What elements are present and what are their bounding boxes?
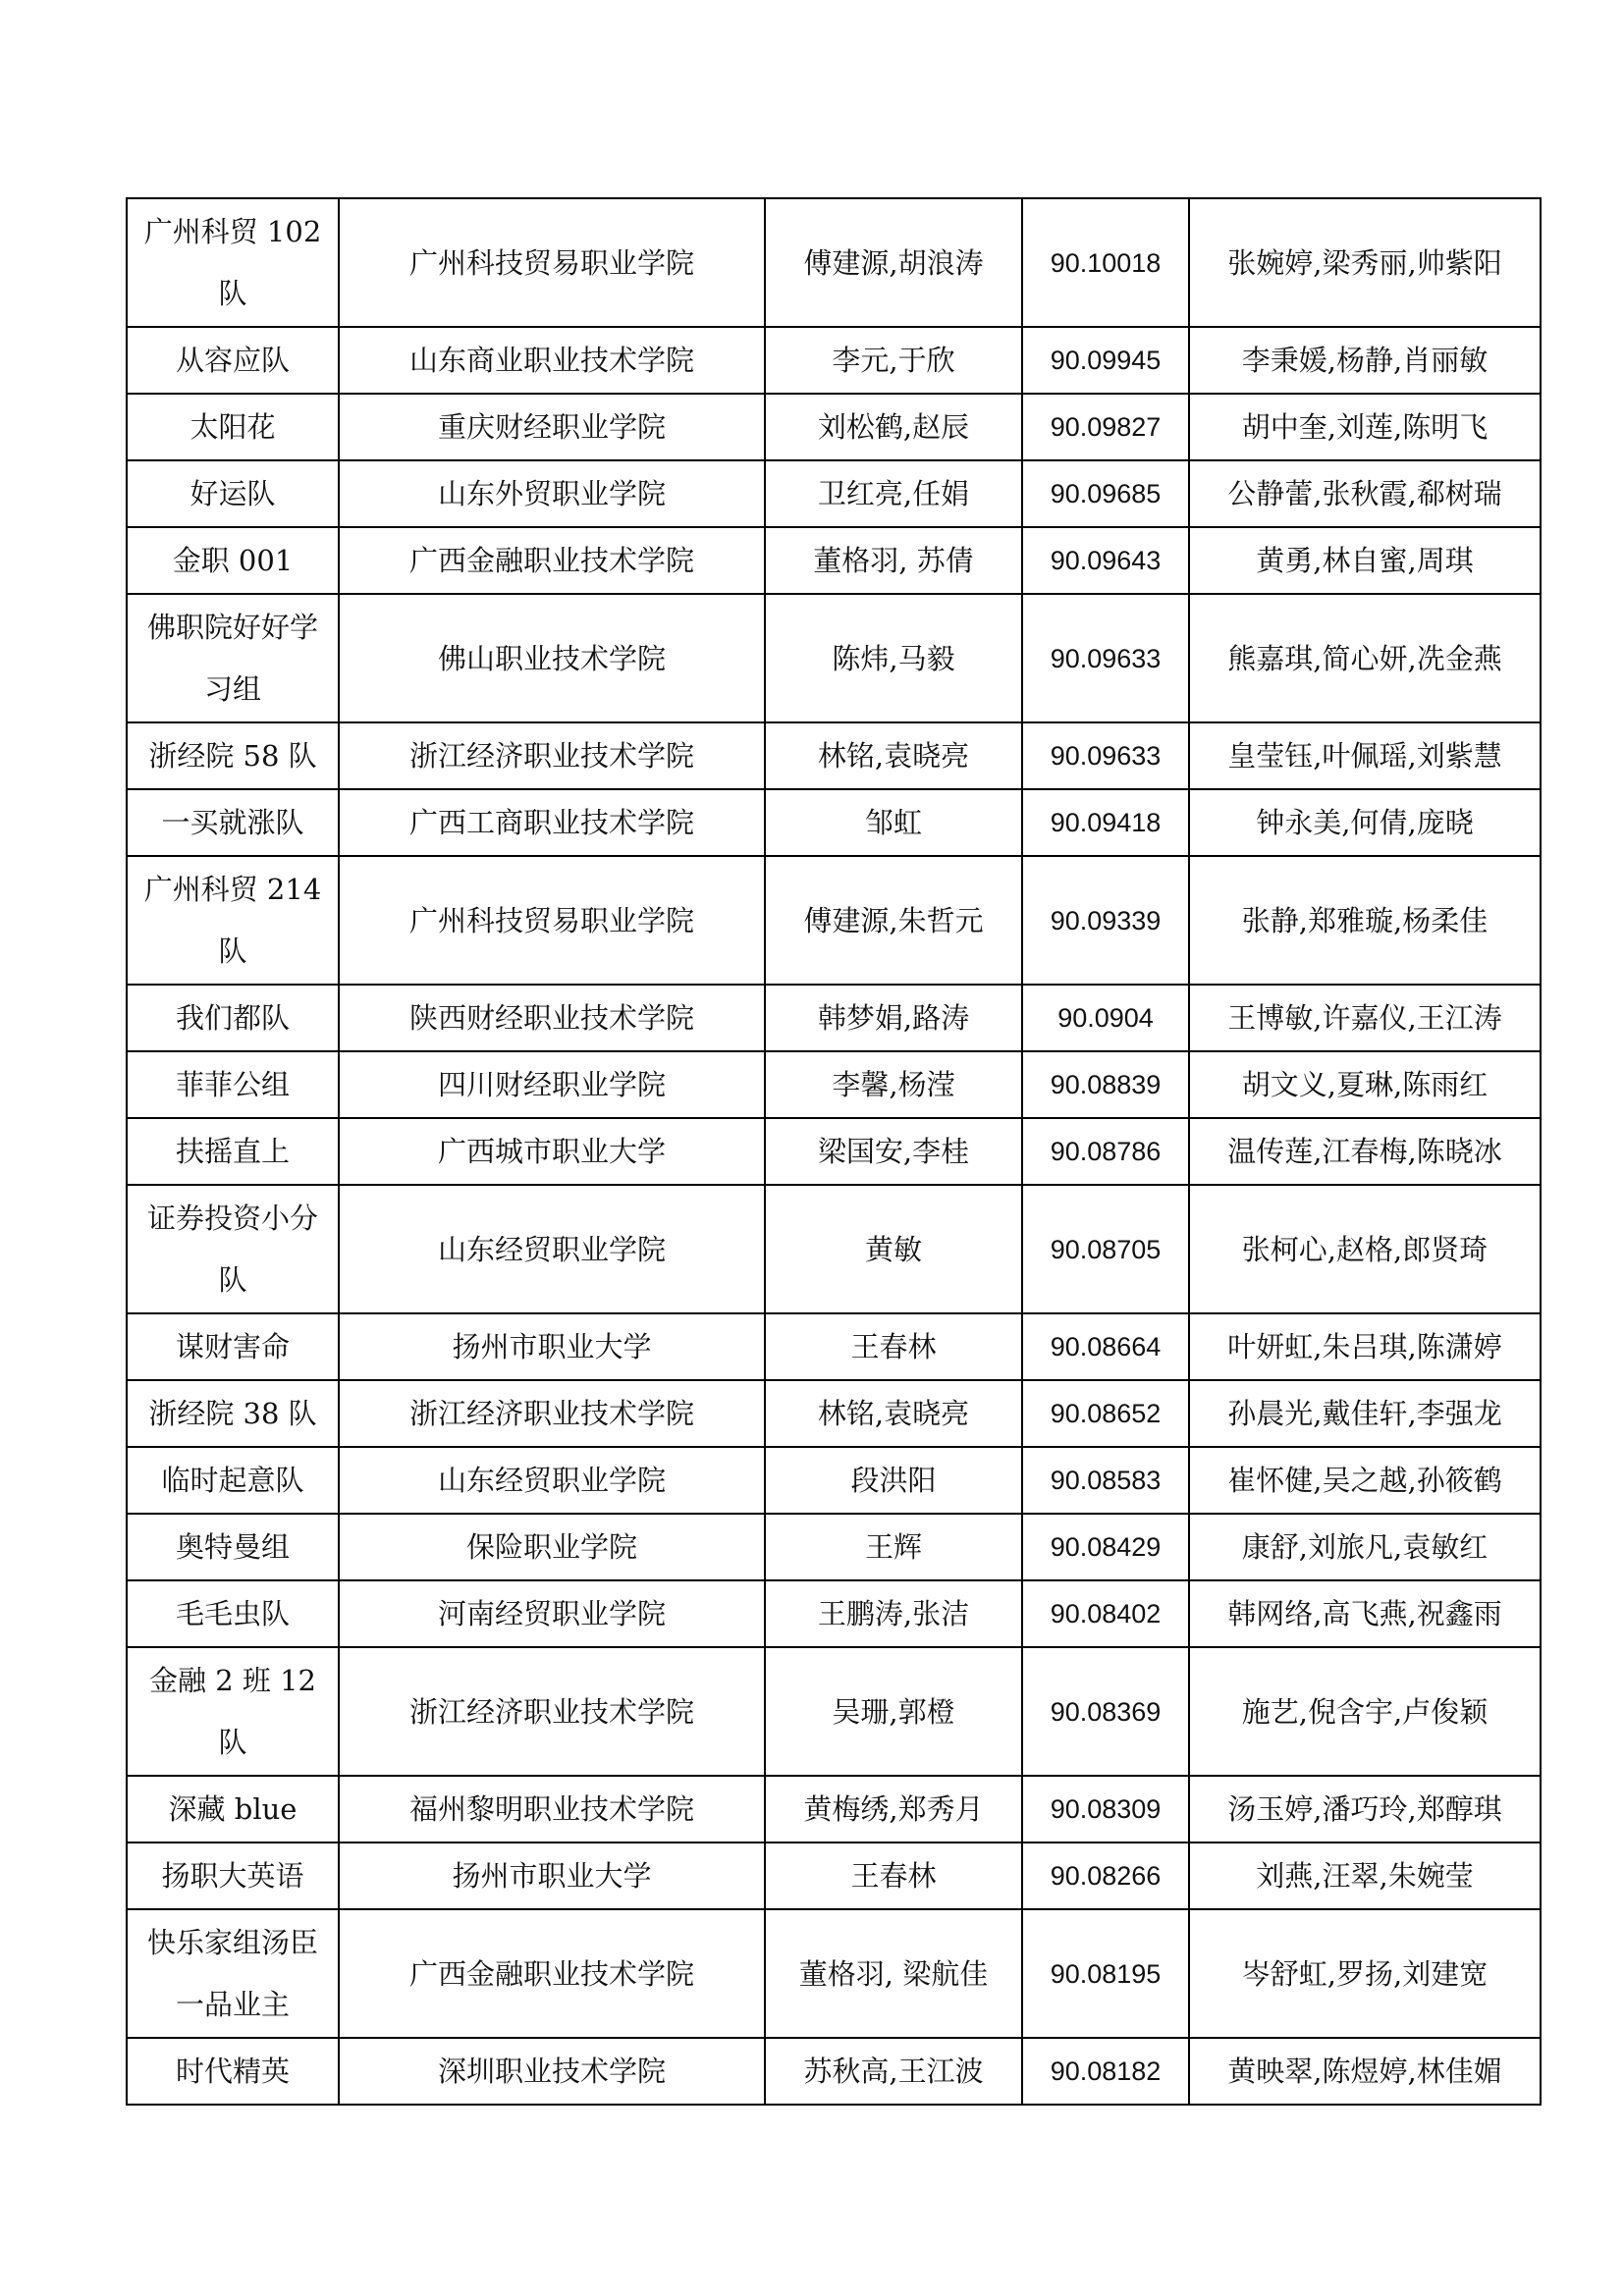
table-row — [127, 394, 1541, 460]
team-name-cell: 好运队 — [127, 460, 339, 527]
advisor-cell: 苏秋高,王江波 — [765, 2038, 1022, 2105]
table-row — [127, 2038, 1541, 2105]
advisor-cell: 林铭,袁晓亮 — [765, 1380, 1022, 1447]
school-cell: 广西工商职业技术学院 — [339, 789, 765, 856]
score-cell: 90.08664 — [1022, 1313, 1189, 1380]
members-cell: 温传莲,江春梅,陈晓冰 — [1189, 1118, 1541, 1185]
score-cell: 90.09643 — [1022, 527, 1189, 594]
team-name-cell: 临时起意队 — [127, 1447, 339, 1514]
school-cell: 广州科技贸易职业学院 — [339, 856, 765, 985]
school-cell: 山东经贸职业学院 — [339, 1185, 765, 1313]
advisor-cell: 王春林 — [765, 1842, 1022, 1909]
school-cell: 四川财经职业学院 — [339, 1051, 765, 1118]
team-name-cell: 时代精英 — [127, 2038, 339, 2105]
advisor-cell: 王春林 — [765, 1313, 1022, 1380]
score-cell: 90.08195 — [1022, 1909, 1189, 2038]
table-row — [127, 1051, 1541, 1118]
score-cell: 90.0904 — [1022, 985, 1189, 1051]
table-row — [127, 527, 1541, 594]
table-row — [127, 198, 1541, 327]
advisor-cell: 王辉 — [765, 1514, 1022, 1580]
advisor-cell: 黄敏 — [765, 1185, 1022, 1313]
table-row — [127, 1514, 1541, 1580]
school-cell: 扬州市职业大学 — [339, 1842, 765, 1909]
table-row — [127, 460, 1541, 527]
members-cell: 崔怀健,吴之越,孙筱鹤 — [1189, 1447, 1541, 1514]
team-name-cell: 佛职院好好学习组 — [127, 594, 339, 722]
advisor-cell: 卫红亮,任娟 — [765, 460, 1022, 527]
advisor-cell: 梁国安,李桂 — [765, 1118, 1022, 1185]
team-name-cell: 菲菲公组 — [127, 1051, 339, 1118]
school-cell: 广西金融职业技术学院 — [339, 1909, 765, 2038]
school-cell: 扬州市职业大学 — [339, 1313, 765, 1380]
score-cell: 90.09827 — [1022, 394, 1189, 460]
members-cell: 公静蕾,张秋霞,郗树瑞 — [1189, 460, 1541, 527]
school-cell: 河南经贸职业学院 — [339, 1580, 765, 1647]
advisor-cell: 傅建源,胡浪涛 — [765, 198, 1022, 327]
table-row — [127, 789, 1541, 856]
advisor-cell: 林铭,袁晓亮 — [765, 722, 1022, 789]
table-row — [127, 985, 1541, 1051]
team-name-cell: 奥特曼组 — [127, 1514, 339, 1580]
team-name-cell: 毛毛虫队 — [127, 1580, 339, 1647]
school-cell: 保险职业学院 — [339, 1514, 765, 1580]
team-name-cell: 广州科贸 214 队 — [127, 856, 339, 985]
school-cell: 浙江经济职业技术学院 — [339, 722, 765, 789]
advisor-cell: 傅建源,朱哲元 — [765, 856, 1022, 985]
score-cell: 90.09339 — [1022, 856, 1189, 985]
advisor-cell: 董格羽, 苏倩 — [765, 527, 1022, 594]
score-cell: 90.10018 — [1022, 198, 1189, 327]
school-cell: 浙江经济职业技术学院 — [339, 1380, 765, 1447]
members-cell: 岑舒虹,罗扬,刘建宽 — [1189, 1909, 1541, 2038]
team-name-cell: 金融 2 班 12 队 — [127, 1647, 339, 1776]
team-name-cell: 我们都队 — [127, 985, 339, 1051]
table-row — [127, 1647, 1541, 1776]
members-cell: 叶妍虹,朱吕琪,陈潇婷 — [1189, 1313, 1541, 1380]
score-cell: 90.08839 — [1022, 1051, 1189, 1118]
school-cell: 山东商业职业技术学院 — [339, 327, 765, 394]
team-name-cell: 浙经院 58 队 — [127, 722, 339, 789]
school-cell: 佛山职业技术学院 — [339, 594, 765, 722]
members-cell: 施艺,倪含宇,卢俊颖 — [1189, 1647, 1541, 1776]
results-table — [126, 197, 1542, 2106]
score-cell: 90.08429 — [1022, 1514, 1189, 1580]
members-cell: 张静,郑雅璇,杨柔佳 — [1189, 856, 1541, 985]
school-cell: 山东经贸职业学院 — [339, 1447, 765, 1514]
score-cell: 90.08583 — [1022, 1447, 1189, 1514]
advisor-cell: 陈炜,马毅 — [765, 594, 1022, 722]
table-row — [127, 1909, 1541, 2038]
table-row — [127, 1580, 1541, 1647]
table-row — [127, 1313, 1541, 1380]
members-cell: 黄映翠,陈煜婷,林佳媚 — [1189, 2038, 1541, 2105]
advisor-cell: 王鹏涛,张洁 — [765, 1580, 1022, 1647]
members-cell: 胡中奎,刘莲,陈明飞 — [1189, 394, 1541, 460]
school-cell: 广州科技贸易职业学院 — [339, 198, 765, 327]
table-row — [127, 327, 1541, 394]
school-cell: 重庆财经职业学院 — [339, 394, 765, 460]
score-cell: 90.08705 — [1022, 1185, 1189, 1313]
advisor-cell: 韩梦娟,路涛 — [765, 985, 1022, 1051]
members-cell: 康舒,刘旅凡,袁敏红 — [1189, 1514, 1541, 1580]
members-cell: 刘燕,汪翠,朱婉莹 — [1189, 1842, 1541, 1909]
team-name-cell: 浙经院 38 队 — [127, 1380, 339, 1447]
results-table-body — [127, 198, 1541, 2105]
members-cell: 汤玉婷,潘巧玲,郑醇琪 — [1189, 1776, 1541, 1842]
advisor-cell: 黄梅绣,郑秀月 — [765, 1776, 1022, 1842]
school-cell: 陕西财经职业技术学院 — [339, 985, 765, 1051]
score-cell: 90.09418 — [1022, 789, 1189, 856]
school-cell: 广西城市职业大学 — [339, 1118, 765, 1185]
advisor-cell: 刘松鹤,赵辰 — [765, 394, 1022, 460]
score-cell: 90.08309 — [1022, 1776, 1189, 1842]
score-cell: 90.08652 — [1022, 1380, 1189, 1447]
members-cell: 皇莹钰,叶佩瑶,刘紫慧 — [1189, 722, 1541, 789]
table-row — [127, 1447, 1541, 1514]
members-cell: 熊嘉琪,简心妍,冼金燕 — [1189, 594, 1541, 722]
score-cell: 90.09945 — [1022, 327, 1189, 394]
school-cell: 广西金融职业技术学院 — [339, 527, 765, 594]
members-cell: 韩网络,高飞燕,祝鑫雨 — [1189, 1580, 1541, 1647]
score-cell: 90.08786 — [1022, 1118, 1189, 1185]
table-row — [127, 1776, 1541, 1842]
table-row — [127, 1380, 1541, 1447]
score-cell: 90.09633 — [1022, 594, 1189, 722]
school-cell: 福州黎明职业技术学院 — [339, 1776, 765, 1842]
school-cell: 浙江经济职业技术学院 — [339, 1647, 765, 1776]
score-cell: 90.08402 — [1022, 1580, 1189, 1647]
team-name-cell: 从容应队 — [127, 327, 339, 394]
advisor-cell: 段洪阳 — [765, 1447, 1022, 1514]
team-name-cell: 金职 001 — [127, 527, 339, 594]
members-cell: 钟永美,何倩,庞晓 — [1189, 789, 1541, 856]
score-cell: 90.08182 — [1022, 2038, 1189, 2105]
score-cell: 90.08266 — [1022, 1842, 1189, 1909]
members-cell: 王博敏,许嘉仪,王江涛 — [1189, 985, 1541, 1051]
members-cell: 黄勇,林自蜜,周琪 — [1189, 527, 1541, 594]
table-row — [127, 722, 1541, 789]
advisor-cell: 董格羽, 梁航佳 — [765, 1909, 1022, 2038]
table-row — [127, 856, 1541, 985]
team-name-cell: 快乐家组汤臣一品业主 — [127, 1909, 339, 2038]
school-cell: 深圳职业技术学院 — [339, 2038, 765, 2105]
advisor-cell: 李馨,杨滢 — [765, 1051, 1022, 1118]
table-row — [127, 594, 1541, 722]
team-name-cell: 扶摇直上 — [127, 1118, 339, 1185]
score-cell: 90.08369 — [1022, 1647, 1189, 1776]
members-cell: 李秉媛,杨静,肖丽敏 — [1189, 327, 1541, 394]
team-name-cell: 证券投资小分队 — [127, 1185, 339, 1313]
team-name-cell: 深藏 blue — [127, 1776, 339, 1842]
advisor-cell: 吴珊,郭橙 — [765, 1647, 1022, 1776]
table-row — [127, 1118, 1541, 1185]
team-name-cell: 广州科贸 102 队 — [127, 198, 339, 327]
table-row — [127, 1842, 1541, 1909]
table-row — [127, 1185, 1541, 1313]
advisor-cell: 李元,于欣 — [765, 327, 1022, 394]
team-name-cell: 一买就涨队 — [127, 789, 339, 856]
members-cell: 胡文义,夏琳,陈雨红 — [1189, 1051, 1541, 1118]
team-name-cell: 谋财害命 — [127, 1313, 339, 1380]
team-name-cell: 太阳花 — [127, 394, 339, 460]
members-cell: 孙晨光,戴佳轩,李强龙 — [1189, 1380, 1541, 1447]
score-cell: 90.09633 — [1022, 722, 1189, 789]
members-cell: 张柯心,赵格,郎贤琦 — [1189, 1185, 1541, 1313]
school-cell: 山东外贸职业学院 — [339, 460, 765, 527]
score-cell: 90.09685 — [1022, 460, 1189, 527]
advisor-cell: 邹虹 — [765, 789, 1022, 856]
team-name-cell: 扬职大英语 — [127, 1842, 339, 1909]
members-cell: 张婉婷,梁秀丽,帅紫阳 — [1189, 198, 1541, 327]
